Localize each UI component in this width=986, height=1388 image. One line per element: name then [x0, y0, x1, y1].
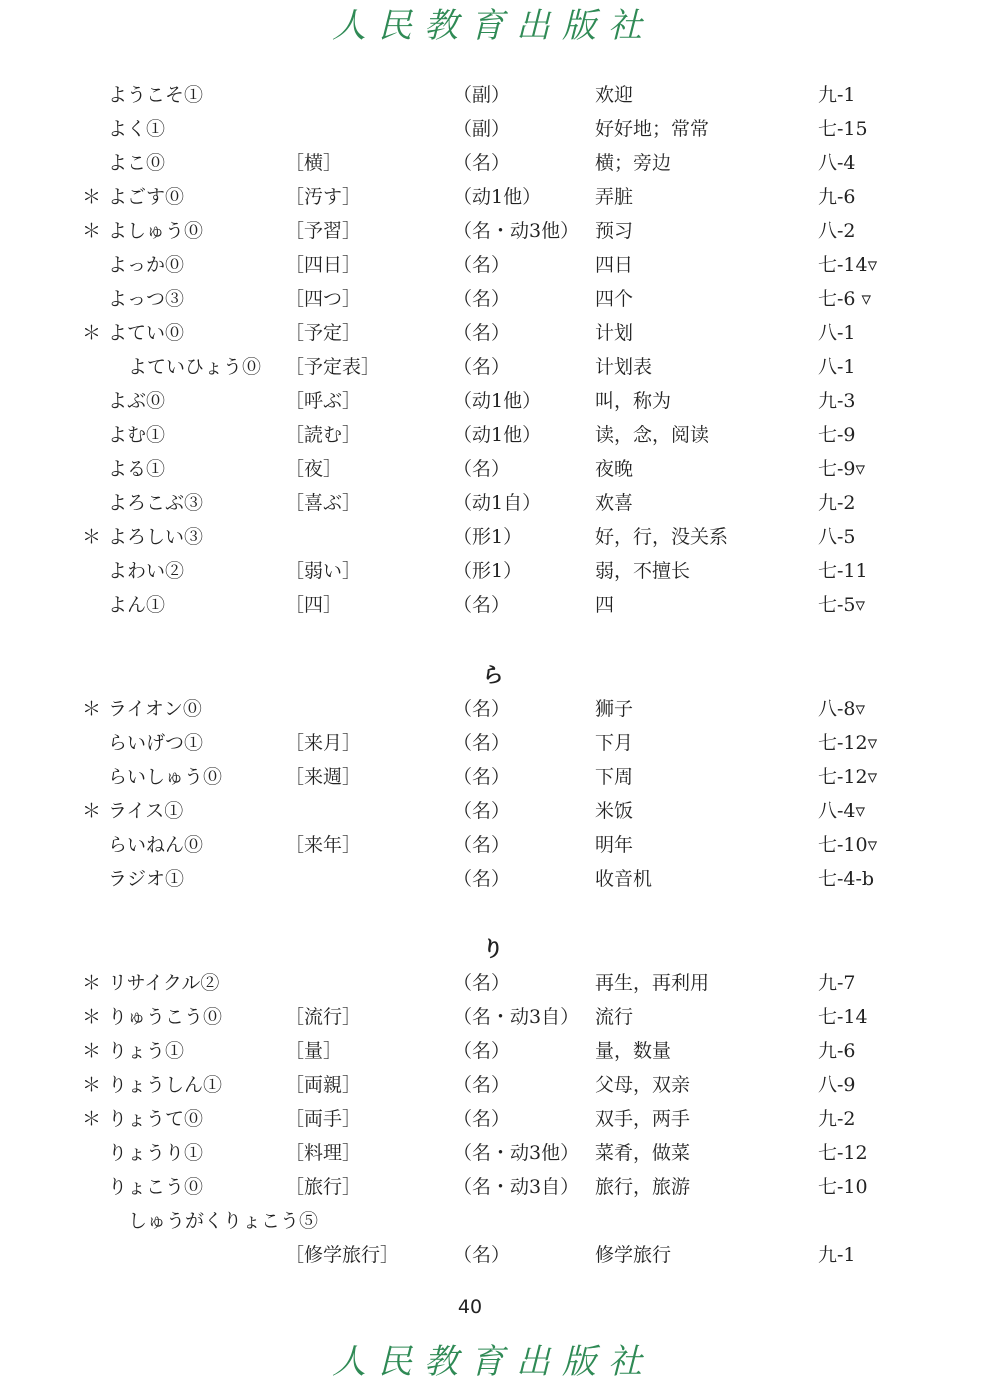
- entry-kana: よん①: [108, 594, 166, 616]
- entry-kana: リサイクル②: [108, 972, 220, 994]
- entry-meaning: 狮子: [595, 698, 634, 720]
- entry-ref: 七-9▿: [818, 458, 866, 480]
- entry-pos: （名）: [453, 594, 511, 616]
- entry-star: ＊: [82, 800, 102, 822]
- entry-ref: 七-6 ▿: [818, 288, 872, 310]
- entry-ref: 八-1: [818, 322, 856, 344]
- entry-meaning: 读，念，阅读: [595, 424, 710, 446]
- entry-star: ＊: [82, 1074, 102, 1096]
- entry-pos: （形1）: [453, 526, 523, 548]
- entry-pos: （名）: [453, 1244, 511, 1266]
- entry-ref: 八-8▿: [818, 698, 866, 720]
- entry-kana: ライオン⓪: [108, 698, 202, 720]
- entry-kanji: ［汚す］: [285, 186, 362, 208]
- vocabulary-entry: [0, 248, 986, 282]
- entry-kana: ライス①: [108, 800, 184, 822]
- entry-meaning: 下月: [595, 732, 634, 754]
- vocabulary-entry: [0, 486, 986, 520]
- entry-pos: （名）: [453, 458, 511, 480]
- entry-meaning: 弱，不擅长: [595, 560, 691, 582]
- vocabulary-entry: [0, 1102, 986, 1136]
- entry-ref: 九-1: [818, 1244, 856, 1266]
- entry-meaning: 流行: [595, 1006, 634, 1028]
- entry-pos: （名・动3自）: [453, 1006, 580, 1028]
- vocabulary-entry: [0, 146, 986, 180]
- publisher-logo-top: 人民教育出版社: [332, 6, 654, 46]
- entry-kana: らいげつ①: [108, 732, 204, 754]
- entry-pos: （副）: [453, 118, 511, 140]
- entry-meaning: 欢迎: [595, 84, 634, 106]
- entry-star: ＊: [82, 220, 102, 242]
- entry-kana: よわい②: [108, 560, 185, 582]
- entry-ref: 八-5: [818, 526, 856, 548]
- entry-meaning: 夜晚: [595, 458, 634, 480]
- entry-ref: 七-9: [818, 424, 856, 446]
- vocabulary-entry: [0, 214, 986, 248]
- entry-kanji: ［両親］: [285, 1074, 362, 1096]
- entry-pos: （名）: [453, 972, 511, 994]
- entry-pos: （名）: [453, 152, 511, 174]
- entry-ref: 九-6: [818, 186, 856, 208]
- entry-pos: （名）: [453, 732, 511, 754]
- entry-kana: よてい⓪: [108, 322, 185, 344]
- entry-ref: 九-2: [818, 492, 856, 514]
- entry-kana: よぶ⓪: [108, 390, 166, 412]
- entry-pos: （名）: [453, 1040, 511, 1062]
- entry-meaning: 四: [595, 594, 615, 616]
- entry-ref: 九-3: [818, 390, 856, 412]
- entry-pos: （副）: [453, 84, 511, 106]
- entry-ref: 七-5▿: [818, 594, 866, 616]
- vocabulary-entry: [0, 1136, 986, 1170]
- entry-kana: よる①: [108, 458, 166, 480]
- entry-kanji: ［夜］: [285, 458, 343, 480]
- entry-kanji: ［来週］: [285, 766, 362, 788]
- entry-pos: （名）: [453, 868, 511, 890]
- entry-meaning: 菜肴，做菜: [595, 1142, 691, 1164]
- entry-pos: （名・动3他）: [453, 220, 580, 242]
- entry-kanji: ［流行］: [285, 1006, 362, 1028]
- entry-ref: 七-4-b: [818, 868, 875, 890]
- entry-meaning: 修学旅行: [595, 1244, 672, 1266]
- entry-ref: 九-7: [818, 972, 856, 994]
- entry-kana: よごす⓪: [108, 186, 185, 208]
- entry-pos: （名）: [453, 698, 511, 720]
- entry-pos: （动1自）: [453, 492, 542, 514]
- entry-pos: （动1他）: [453, 186, 542, 208]
- entry-kana: よこ⓪: [108, 152, 166, 174]
- entry-kana: らいねん⓪: [108, 834, 204, 856]
- vocabulary-entry: [0, 726, 986, 760]
- entry-pos: （动1他）: [453, 390, 542, 412]
- entry-kanji: ［量］: [285, 1040, 343, 1062]
- entry-kanji: ［呼ぶ］: [285, 390, 362, 412]
- entry-meaning: 父母，双亲: [595, 1074, 691, 1096]
- entry-meaning: 旅行，旅游: [595, 1176, 691, 1198]
- entry-ref: 七-15: [818, 118, 868, 140]
- entry-kanji: ［喜ぶ］: [285, 492, 362, 514]
- entry-pos: （名）: [453, 356, 511, 378]
- entry-meaning: 预习: [595, 220, 634, 242]
- vocabulary-entry: [0, 418, 986, 452]
- entry-ref: 八-9: [818, 1074, 856, 1096]
- entry-kana: ようこそ①: [108, 84, 204, 106]
- section-heading: ら: [482, 663, 504, 687]
- entry-meaning: 四个: [595, 288, 634, 310]
- vocabulary-entry: [0, 78, 986, 112]
- vocabulary-entry: [0, 794, 986, 828]
- entry-meaning: 叫，称为: [595, 390, 672, 412]
- entry-star: ＊: [82, 1108, 102, 1130]
- entry-meaning: 米饭: [595, 800, 634, 822]
- vocabulary-entry: [0, 862, 986, 896]
- entry-ref: 七-12: [818, 1142, 868, 1164]
- entry-meaning: 量，数量: [595, 1040, 672, 1062]
- entry-meaning: 双手，两手: [595, 1108, 691, 1130]
- entry-pos: （名）: [453, 254, 511, 276]
- entry-kana: よむ①: [108, 424, 166, 446]
- vocabulary-entry: [0, 966, 986, 1000]
- entry-kana: よていひょう⓪: [128, 356, 262, 378]
- vocabulary-entry: [0, 1238, 986, 1272]
- publisher-logo-bottom: 人民教育出版社: [332, 1342, 654, 1382]
- entry-ref: 七-14▿: [818, 254, 878, 276]
- entry-star: ＊: [82, 698, 102, 720]
- vocabulary-entry: [0, 1068, 986, 1102]
- entry-ref: 九-2: [818, 1108, 856, 1130]
- entry-meaning: 好好地；常常: [595, 118, 710, 140]
- entry-kanji: ［予定］: [285, 322, 362, 344]
- entry-star: ＊: [82, 972, 102, 994]
- entry-pos: （名・动3自）: [453, 1176, 580, 1198]
- entry-pos: （名）: [453, 800, 511, 822]
- entry-meaning: 弄脏: [595, 186, 634, 208]
- entry-kanji: ［弱い］: [285, 560, 362, 582]
- entry-kanji: ［旅行］: [285, 1176, 362, 1198]
- entry-meaning: 下周: [595, 766, 634, 788]
- entry-ref: 七-10▿: [818, 834, 878, 856]
- entry-kana: よしゅう⓪: [108, 220, 204, 242]
- entry-kanji: ［来月］: [285, 732, 362, 754]
- entry-pos: （名）: [453, 322, 511, 344]
- page-number: 40: [457, 1296, 483, 1318]
- entry-ref: 九-1: [818, 84, 856, 106]
- vocabulary-entry: [0, 760, 986, 794]
- entry-kanji: ［来年］: [285, 834, 362, 856]
- entry-meaning: 明年: [595, 834, 634, 856]
- entry-pos: （动1他）: [453, 424, 542, 446]
- entry-kanji: ［四］: [285, 594, 343, 616]
- entry-star: ＊: [82, 1040, 102, 1062]
- entry-meaning: 计划: [595, 322, 634, 344]
- entry-kanji: ［四つ］: [285, 288, 362, 310]
- vocabulary-entry: [0, 112, 986, 146]
- vocabulary-entry: [0, 316, 986, 350]
- entry-ref: 七-11: [818, 560, 868, 582]
- vocabulary-entry: [0, 350, 986, 384]
- entry-kana: りょうり①: [108, 1142, 204, 1164]
- entry-pos: （名）: [453, 1074, 511, 1096]
- entry-kana: よっか⓪: [108, 254, 185, 276]
- entry-pos: （名）: [453, 834, 511, 856]
- vocabulary-entry: [0, 452, 986, 486]
- entry-kanji: ［読む］: [285, 424, 362, 446]
- vocabulary-entry: [0, 384, 986, 418]
- entry-kanji: ［両手］: [285, 1108, 362, 1130]
- vocabulary-entry: [0, 692, 986, 726]
- entry-kana: りょうしん①: [108, 1074, 223, 1096]
- entry-kana: よく①: [108, 118, 166, 140]
- entry-ref: 八-4: [818, 152, 856, 174]
- entry-kana: りょこう⓪: [108, 1176, 204, 1198]
- entry-meaning: 收音机: [595, 868, 653, 890]
- entry-meaning: 欢喜: [595, 492, 634, 514]
- entry-pos: （名・动3他）: [453, 1142, 580, 1164]
- vocabulary-entry: [0, 1000, 986, 1034]
- entry-kana: よろこぶ③: [108, 492, 204, 514]
- entry-kana: よっつ③: [108, 288, 185, 310]
- entry-meaning: 再生，再利用: [595, 972, 710, 994]
- vocabulary-entry: [0, 282, 986, 316]
- entry-ref: 七-14: [818, 1006, 868, 1028]
- entry-star: ＊: [82, 186, 102, 208]
- entry-kanji: ［料理］: [285, 1142, 362, 1164]
- vocabulary-entry: [0, 1204, 986, 1238]
- entry-pos: （形1）: [453, 560, 523, 582]
- entry-kana: ラジオ①: [108, 868, 185, 890]
- vocabulary-entry: [0, 554, 986, 588]
- vocabulary-entry: [0, 588, 986, 622]
- entry-kanji: ［修学旅行］: [285, 1244, 400, 1266]
- entry-ref: 八-4▿: [818, 800, 866, 822]
- entry-star: ＊: [82, 1006, 102, 1028]
- entry-ref: 七-12▿: [818, 766, 878, 788]
- vocabulary-entry: [0, 1170, 986, 1204]
- entry-kana: りょうて⓪: [108, 1108, 204, 1130]
- vocabulary-entry: [0, 1034, 986, 1068]
- entry-meaning: 好，行，没关系: [595, 526, 729, 548]
- entry-ref: 八-1: [818, 356, 856, 378]
- entry-ref: 七-12▿: [818, 732, 878, 754]
- entry-kana: らいしゅう⓪: [108, 766, 223, 788]
- entry-pos: （名）: [453, 1108, 511, 1130]
- entry-meaning: 四日: [595, 254, 634, 276]
- vocabulary-entry: [0, 828, 986, 862]
- entry-star: ＊: [82, 526, 102, 548]
- vocabulary-entry: [0, 180, 986, 214]
- entry-ref: 九-6: [818, 1040, 856, 1062]
- entry-kana: りゅうこう⓪: [108, 1006, 223, 1028]
- vocabulary-entry: [0, 520, 986, 554]
- entry-pos: （名）: [453, 288, 511, 310]
- section-heading: り: [482, 937, 504, 961]
- entry-kana: よろしい③: [108, 526, 204, 548]
- entry-ref: 七-10: [818, 1176, 868, 1198]
- entry-kanji: ［四日］: [285, 254, 362, 276]
- entry-meaning: 计划表: [595, 356, 653, 378]
- entry-ref: 八-2: [818, 220, 856, 242]
- entry-kana: しゅうがくりょこう⑤: [128, 1210, 319, 1232]
- entry-pos: （名）: [453, 766, 511, 788]
- entry-kanji: ［予習］: [285, 220, 362, 242]
- entry-kana: りょう①: [108, 1040, 185, 1062]
- entry-kanji: ［予定表］: [285, 356, 381, 378]
- entry-star: ＊: [82, 322, 102, 344]
- entry-meaning: 横；旁边: [595, 152, 672, 174]
- entry-kanji: ［横］: [285, 152, 343, 174]
